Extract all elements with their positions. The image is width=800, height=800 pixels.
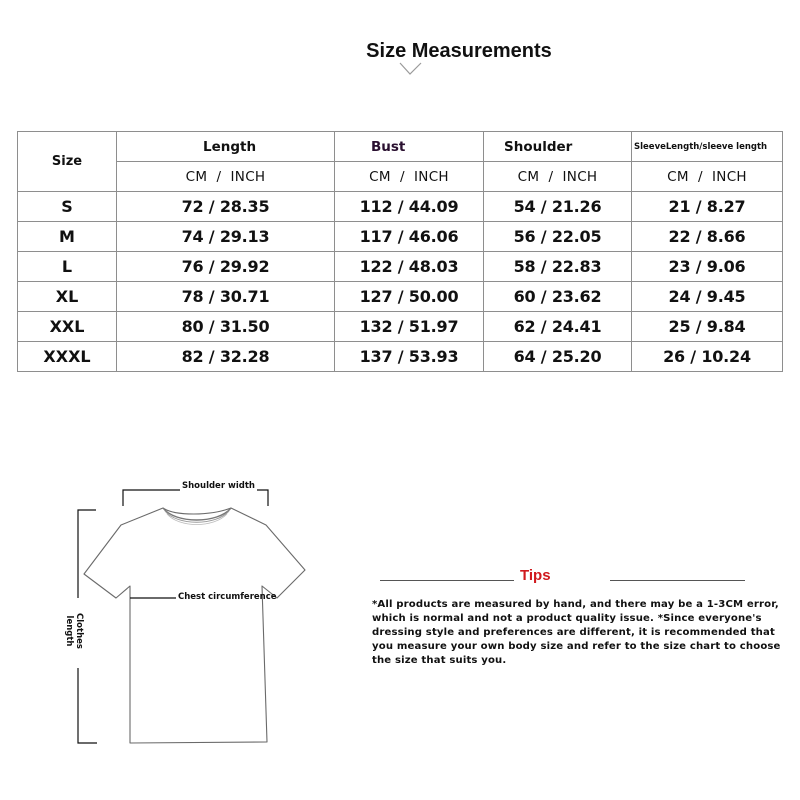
shoulder-value: 56 / 22.05 [484,222,632,252]
tips-title: Tips [520,567,551,584]
table-row [18,222,783,252]
clothes-length-line2: length [64,615,74,647]
length-value: 76 / 29.92 [117,252,335,282]
sleeve-length-value: 25 / 9.84 [632,312,783,342]
length-value: 78 / 30.71 [117,282,335,312]
length-unit: CM / INCH [117,162,335,192]
shoulder-value: 62 / 24.41 [484,312,632,342]
size-label: XL [18,282,117,312]
length-value: 82 / 32.28 [117,342,335,372]
length-column-header: Length [117,132,335,162]
table-header-row [18,132,783,162]
sleeve-length-value: 21 / 8.27 [632,192,783,222]
table-row [18,252,783,282]
shoulder-width-bracket [123,490,180,506]
table-row [18,342,783,372]
shoulder-column-header: Shoulder [484,132,632,162]
size-label: XXXL [18,342,117,372]
sleeve-length-value: 24 / 9.45 [632,282,783,312]
chevron-down-icon [399,62,423,76]
bust-value: 112 / 44.09 [335,192,484,222]
bust-value: 132 / 51.97 [335,312,484,342]
table-row [18,192,783,222]
size-label: XXL [18,312,117,342]
chest-circumference-label: Chest circumference [178,592,277,602]
sleeve-length-value: 26 / 10.24 [632,342,783,372]
clothes-length-line1: Clothes [74,613,84,649]
length-value: 80 / 31.50 [117,312,335,342]
tips-divider-right [610,580,745,581]
table-row [18,312,783,342]
bust-value: 117 / 46.06 [335,222,484,252]
table-row [18,282,783,312]
shoulder-unit: CM / INCH [484,162,632,192]
size-table [17,131,783,372]
clothes-length-label [62,602,92,668]
shoulder-width-label: Shoulder width [182,481,255,491]
sleeve-length-value: 23 / 9.06 [632,252,783,282]
size-label: L [18,252,117,282]
length-value: 74 / 29.13 [117,222,335,252]
size-label: M [18,222,117,252]
tshirt-diagram [0,470,360,760]
sleeve-length-value: 22 / 8.66 [632,222,783,252]
length-value: 72 / 28.35 [117,192,335,222]
bust-column-header: Bust [335,132,484,162]
size-column-header: Size [18,132,117,192]
sleeve-length-column-header: SleeveLength/sleeve length [632,132,783,162]
table-unit-row [18,162,783,192]
tips-divider-left [380,580,514,581]
bust-value: 122 / 48.03 [335,252,484,282]
sleeve-length-unit: CM / INCH [632,162,783,192]
shoulder-value: 64 / 25.20 [484,342,632,372]
shoulder-value: 60 / 23.62 [484,282,632,312]
bust-unit: CM / INCH [335,162,484,192]
size-label: S [18,192,117,222]
shoulder-value: 54 / 21.26 [484,192,632,222]
tshirt-outline [84,508,305,743]
shoulder-value: 58 / 22.83 [484,252,632,282]
bust-value: 137 / 53.93 [335,342,484,372]
bust-value: 127 / 50.00 [335,282,484,312]
tips-body: *All products are measured by hand, and there may be a 1-3CM error, which is normal and not a product quality issue. *Since everyone's dressing style and preferences are different, it is recommended that you measure your own body size and refer to the size chart to choose the size that suits you. [372,599,781,666]
clothes-length-bracket [78,510,96,598]
page-title: Size Measurements [366,40,552,62]
